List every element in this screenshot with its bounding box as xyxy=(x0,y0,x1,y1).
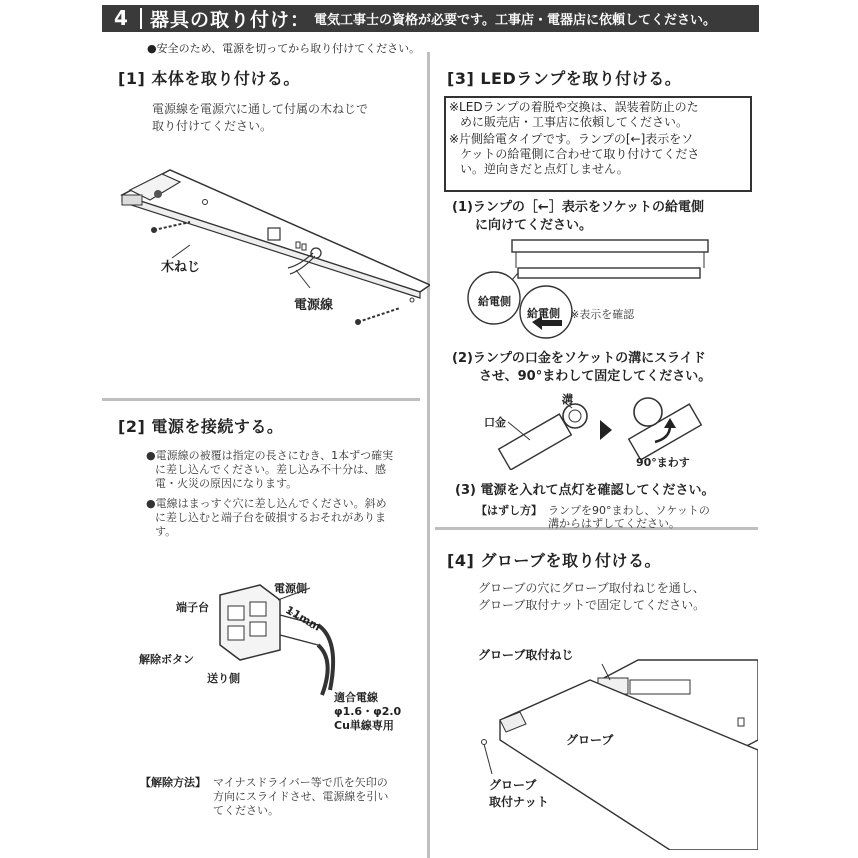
section2-heading: [2] 電源を接続する。 xyxy=(118,417,284,436)
step2-line2: させ、90°まわして固定してください。 xyxy=(479,369,712,384)
section-header xyxy=(102,5,759,32)
label-cap: 口金 xyxy=(484,416,506,429)
remove-method-line2: 溝からはずしてください。 xyxy=(548,517,680,530)
label-wood-screw: 木ねじ xyxy=(161,260,201,275)
section3-heading: [3] LEDランプを取り付ける。 xyxy=(447,69,682,88)
release-method-line2: 方向にスライドさせ、電源線を引い xyxy=(213,790,389,803)
fixture-body-illustration xyxy=(110,150,430,340)
section2-bullet1-line3: 電・火災の原因になります。 xyxy=(155,477,298,490)
warning-line5: い。逆向きだと点灯しません。 xyxy=(460,162,629,176)
warning-line4: ケットの給電側に合わせて取り付けてくださ xyxy=(460,147,700,161)
section2-bullet2-line1: ●電線はまっすぐ穴に差し込んでください。斜め xyxy=(146,497,387,510)
label-wire-sizes: φ1.6・φ2.0 xyxy=(334,705,402,718)
step1-line2: に向けてください。 xyxy=(475,218,593,233)
label-power-side: 電源側 xyxy=(274,582,307,595)
globe-attachment-illustration xyxy=(470,650,758,850)
section2-bullet1-line1: ●電源線の被覆は指定の長さにむき、1本ずつ確実 xyxy=(146,449,394,462)
section4-text-1: グローブの穴にグローブ取付ねじを通し、 xyxy=(478,581,705,595)
step1-line1: (1)ランプの［←］表示をソケットの給電側 xyxy=(452,200,705,215)
warning-box xyxy=(444,96,752,192)
label-power-cable: 電源線 xyxy=(294,298,334,313)
label-feed-side: 送り側 xyxy=(207,672,240,685)
section4-text-2: グローブ取付ナットで固定してください。 xyxy=(478,598,706,612)
section-divider-left xyxy=(102,398,420,401)
remove-method-title: 【はずし方】 xyxy=(476,504,542,517)
label-check-indicator: ※表示を確認 xyxy=(570,308,635,321)
section-number: 4 xyxy=(102,8,142,29)
section2-bullet2-line2: に差し込むと端子台を破損するおそれがありま xyxy=(155,511,386,524)
label-feed-side-circle: 給電側 xyxy=(478,295,511,308)
section1-text-2: 取り付けてください。 xyxy=(152,119,273,133)
release-method-title: 【解除方法】 xyxy=(140,776,206,789)
warning-line2: めに販売店・工事店に依頼してください。 xyxy=(460,115,689,129)
release-method-line1: マイナスドライバー等で爪を矢印の xyxy=(213,776,388,789)
section1-heading: [1] 本体を取り付ける。 xyxy=(118,69,300,88)
step2-line1: (2)ランプの口金をソケットの溝にスライド xyxy=(452,351,706,366)
warning-line1: ※LEDランプの着脱や交換は、誤装着防止のた xyxy=(449,100,699,114)
label-globe-screw: グローブ取付ねじ xyxy=(478,648,574,662)
safety-note: ●安全のため、電源を切ってから取り付けてください。 xyxy=(147,42,421,55)
section4-heading: [4] グローブを取り付ける。 xyxy=(447,551,662,570)
section2-bullet1-line2: に差し込んでください。差し込み不十分は、感 xyxy=(155,463,386,476)
label-rotate-90: 90°まわす xyxy=(636,456,690,469)
section2-bullet2-line3: す。 xyxy=(155,525,177,538)
section-title: 器具の取り付け： xyxy=(150,9,311,31)
section1-text-1: 電源線を電源穴に通して付属の木ねじで xyxy=(152,102,369,116)
label-terminal-block: 端子台 xyxy=(176,601,209,614)
label-globe: グローブ xyxy=(566,733,614,747)
label-groove: 溝 xyxy=(562,393,573,406)
label-wire-type: Cu単線専用 xyxy=(334,719,394,732)
section-subtitle: 電気工事士の資格が必要です。工事店・電器店に依頼してください。 xyxy=(314,13,716,28)
lamp-orientation-illustration xyxy=(460,230,720,345)
label-feed-side-marker: 給電側 xyxy=(527,307,560,320)
warning-line3: ※片側給電タイプです。ランプの[←]表示をソ xyxy=(449,132,694,146)
label-release-button: 解除ボタン xyxy=(139,653,194,666)
label-strip-length: 11mm xyxy=(283,603,323,634)
label-globe-nut-line2: 取付ナット xyxy=(489,795,549,809)
step3: (3) 電源を入れて点灯を確認してください。 xyxy=(455,483,715,498)
release-method-line3: てください。 xyxy=(213,804,279,817)
remove-method-line1: ランプを90°まわし、ソケットの xyxy=(548,504,710,517)
label-wire-title: 適合電線 xyxy=(334,691,378,704)
label-globe-nut-line1: グローブ xyxy=(489,778,537,792)
